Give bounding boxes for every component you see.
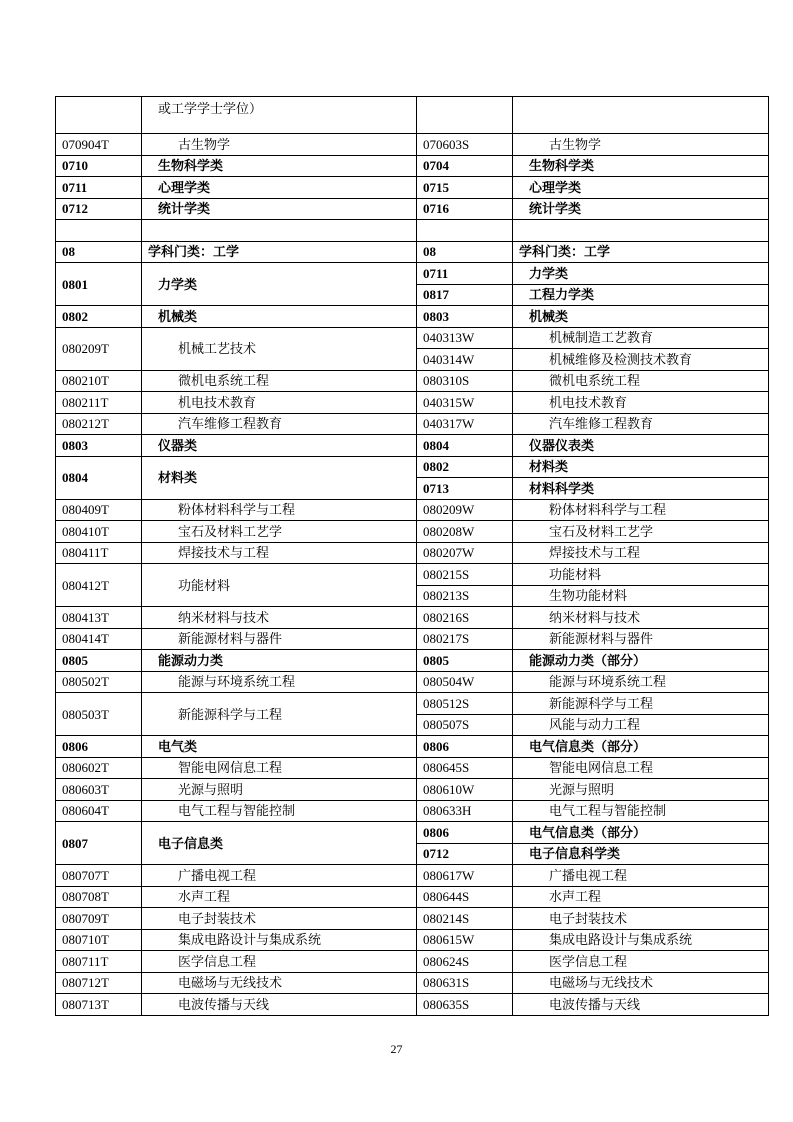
table-cell: 0712 — [417, 843, 513, 865]
table-cell: 080610W — [417, 779, 513, 801]
table-cell: 0715 — [417, 177, 513, 199]
table-row — [56, 370, 769, 392]
table-cell: 工程力学类 — [513, 284, 769, 306]
table-row — [56, 607, 769, 629]
table-cell: 0711 — [56, 177, 142, 199]
table-cell: 汽车维修工程教育 — [142, 413, 417, 435]
table-cell: 080207W — [417, 542, 513, 564]
table-cell: 0804 — [417, 435, 513, 457]
table-row — [56, 521, 769, 543]
table-cell: 集成电路设计与集成系统 — [142, 929, 417, 951]
table-cell: 机电技术教育 — [142, 392, 417, 414]
table-cell: 080212T — [56, 413, 142, 435]
table-cell: 080413T — [56, 607, 142, 629]
table-cell: 仪器类 — [142, 435, 417, 457]
table-cell — [513, 97, 769, 134]
table-cell: 力学类 — [142, 263, 417, 306]
table-cell: 080644S — [417, 886, 513, 908]
table-cell: 0712 — [56, 198, 142, 220]
table-cell: 080604T — [56, 800, 142, 822]
table-cell: 焊接技术与工程 — [513, 542, 769, 564]
table-cell: 080602T — [56, 757, 142, 779]
table-cell: 机械工艺技术 — [142, 327, 417, 370]
table-cell: 0807 — [56, 822, 142, 865]
table-cell: 080645S — [417, 757, 513, 779]
table-cell: 广播电视工程 — [142, 865, 417, 887]
table-cell: 070904T — [56, 134, 142, 156]
table-cell: 能源与环境系统工程 — [513, 671, 769, 693]
table-cell: 080712T — [56, 972, 142, 994]
table-row — [56, 198, 769, 220]
table-cell: 能源与环境系统工程 — [142, 671, 417, 693]
table-cell: 080409T — [56, 499, 142, 521]
table-row — [56, 886, 769, 908]
table-cell: 或工学学士学位） — [142, 97, 417, 134]
table-cell: 0801 — [56, 263, 142, 306]
table-cell: 0711 — [417, 263, 513, 285]
table-row — [56, 929, 769, 951]
table-row — [56, 564, 769, 586]
table-cell: 古生物学 — [513, 134, 769, 156]
table-cell — [417, 97, 513, 134]
table-row — [56, 177, 769, 199]
table-cell: 0804 — [56, 456, 142, 499]
table-cell: 电气工程与智能控制 — [513, 800, 769, 822]
table-cell: 080635S — [417, 994, 513, 1016]
table-cell: 080209T — [56, 327, 142, 370]
table-cell: 080713T — [56, 994, 142, 1016]
table-row — [56, 327, 769, 349]
table-cell: 080633H — [417, 800, 513, 822]
table-row — [56, 97, 769, 134]
table-cell: 力学类 — [513, 263, 769, 285]
table-cell: 能源动力类 — [142, 650, 417, 672]
table-cell: 水声工程 — [513, 886, 769, 908]
table-cell: 080217S — [417, 628, 513, 650]
table-cell: 080214S — [417, 908, 513, 930]
table-row — [56, 650, 769, 672]
table-cell: 080709T — [56, 908, 142, 930]
table-cell: 0713 — [417, 478, 513, 500]
table-cell: 电磁场与无线技术 — [513, 972, 769, 994]
table-cell: 080414T — [56, 628, 142, 650]
table-cell: 材料类 — [142, 456, 417, 499]
table-cell: 0716 — [417, 198, 513, 220]
table-row — [56, 392, 769, 414]
table-cell: 080512S — [417, 693, 513, 715]
table-cell: 0710 — [56, 155, 142, 177]
table-cell: 电磁场与无线技术 — [142, 972, 417, 994]
table-cell: 粉体材料科学与工程 — [142, 499, 417, 521]
table-cell: 集成电路设计与集成系统 — [513, 929, 769, 951]
table-cell: 生物功能材料 — [513, 585, 769, 607]
table-cell: 08 — [417, 241, 513, 263]
table-cell: 电波传播与天线 — [142, 994, 417, 1016]
table-cell: 材料科学类 — [513, 478, 769, 500]
table-cell: 080410T — [56, 521, 142, 543]
table-cell: 0806 — [417, 822, 513, 844]
table-cell: 080708T — [56, 886, 142, 908]
table-cell: 电气信息类（部分） — [513, 822, 769, 844]
table-cell: 0803 — [417, 306, 513, 328]
table-cell: 080507S — [417, 714, 513, 736]
table-cell: 电气信息类（部分） — [513, 736, 769, 758]
table-cell: 08 — [56, 241, 142, 263]
table-row — [56, 220, 769, 242]
table-cell: 电波传播与天线 — [513, 994, 769, 1016]
table-cell: 汽车维修工程教育 — [513, 413, 769, 435]
table-cell: 纳米材料与技术 — [513, 607, 769, 629]
table-cell: 统计学类 — [513, 198, 769, 220]
table-cell: 机械制造工艺教育 — [513, 327, 769, 349]
table-row — [56, 542, 769, 564]
table-cell: 微机电系统工程 — [513, 370, 769, 392]
table-cell: 040313W — [417, 327, 513, 349]
table-row — [56, 241, 769, 263]
table-cell: 机电技术教育 — [513, 392, 769, 414]
table-cell: 040314W — [417, 349, 513, 371]
table-row — [56, 263, 769, 285]
table-cell: 0806 — [56, 736, 142, 758]
table-cell: 生物科学类 — [513, 155, 769, 177]
table-cell: 080711T — [56, 951, 142, 973]
table-cell: 0802 — [56, 306, 142, 328]
table-cell: 心理学类 — [513, 177, 769, 199]
table-row — [56, 671, 769, 693]
table-cell: 0803 — [56, 435, 142, 457]
table-cell: 电子信息类 — [142, 822, 417, 865]
table-cell: 080503T — [56, 693, 142, 736]
table-cell: 040317W — [417, 413, 513, 435]
table-cell: 040315W — [417, 392, 513, 414]
table-cell — [513, 220, 769, 242]
table-cell: 水声工程 — [142, 886, 417, 908]
table-cell: 电子信息科学类 — [513, 843, 769, 865]
table-row — [56, 951, 769, 973]
table-row — [56, 499, 769, 521]
table-cell: 080617W — [417, 865, 513, 887]
table-cell: 080411T — [56, 542, 142, 564]
table-cell: 统计学类 — [142, 198, 417, 220]
table-cell: 080710T — [56, 929, 142, 951]
table-row — [56, 800, 769, 822]
table-cell: 新能源科学与工程 — [513, 693, 769, 715]
page-number: 27 — [390, 1042, 403, 1056]
table-cell: 080624S — [417, 951, 513, 973]
table-cell: 焊接技术与工程 — [142, 542, 417, 564]
table-cell: 电气工程与智能控制 — [142, 800, 417, 822]
table-cell: 医学信息工程 — [142, 951, 417, 973]
table-row — [56, 435, 769, 457]
table-row — [56, 736, 769, 758]
table-cell: 功能材料 — [513, 564, 769, 586]
table-row — [56, 306, 769, 328]
table-cell: 080211T — [56, 392, 142, 414]
table-row — [56, 456, 769, 478]
table-cell: 电子封装技术 — [513, 908, 769, 930]
table-cell: 080210T — [56, 370, 142, 392]
table-cell: 080209W — [417, 499, 513, 521]
table-cell — [417, 220, 513, 242]
table-cell: 电子封装技术 — [142, 908, 417, 930]
table-cell: 心理学类 — [142, 177, 417, 199]
table-row — [56, 822, 769, 844]
table-cell: 宝石及材料工艺学 — [142, 521, 417, 543]
table-cell: 080707T — [56, 865, 142, 887]
table-cell: 材料类 — [513, 456, 769, 478]
major-comparison-table — [55, 96, 769, 1016]
table-cell: 光源与照明 — [513, 779, 769, 801]
table-cell: 宝石及材料工艺学 — [513, 521, 769, 543]
table-row — [56, 413, 769, 435]
table-cell: 智能电网信息工程 — [142, 757, 417, 779]
table-cell — [142, 220, 417, 242]
table-cell: 新能源材料与器件 — [142, 628, 417, 650]
table-cell: 080502T — [56, 671, 142, 693]
table-cell: 080208W — [417, 521, 513, 543]
table-cell: 机械类 — [513, 306, 769, 328]
table-cell — [56, 220, 142, 242]
table-cell: 粉体材料科学与工程 — [513, 499, 769, 521]
table-cell: 学科门类：工学 — [142, 241, 417, 263]
table-cell: 电气类 — [142, 736, 417, 758]
table-cell: 080216S — [417, 607, 513, 629]
table-cell: 080631S — [417, 972, 513, 994]
table-row — [56, 628, 769, 650]
table-cell: 0806 — [417, 736, 513, 758]
table-cell: 080603T — [56, 779, 142, 801]
table-cell: 功能材料 — [142, 564, 417, 607]
table-cell: 能源动力类（部分） — [513, 650, 769, 672]
table-row — [56, 972, 769, 994]
table-cell: 0802 — [417, 456, 513, 478]
table-cell: 微机电系统工程 — [142, 370, 417, 392]
table-cell: 080412T — [56, 564, 142, 607]
table-cell: 智能电网信息工程 — [513, 757, 769, 779]
table-cell: 光源与照明 — [142, 779, 417, 801]
table-cell: 新能源材料与器件 — [513, 628, 769, 650]
table-cell: 070603S — [417, 134, 513, 156]
table-cell: 学科门类：工学 — [513, 241, 769, 263]
table-cell: 纳米材料与技术 — [142, 607, 417, 629]
table-row — [56, 757, 769, 779]
table-cell: 生物科学类 — [142, 155, 417, 177]
table-cell: 080615W — [417, 929, 513, 951]
table-cell: 古生物学 — [142, 134, 417, 156]
table-cell: 0817 — [417, 284, 513, 306]
table-cell: 广播电视工程 — [513, 865, 769, 887]
table-cell: 080213S — [417, 585, 513, 607]
table-cell: 风能与动力工程 — [513, 714, 769, 736]
table-cell: 仪器仪表类 — [513, 435, 769, 457]
table-row — [56, 908, 769, 930]
table-cell: 机械维修及检测技术教育 — [513, 349, 769, 371]
table-cell: 0805 — [417, 650, 513, 672]
table-cell: 0704 — [417, 155, 513, 177]
table-row — [56, 994, 769, 1016]
table-row — [56, 693, 769, 715]
table-cell: 新能源科学与工程 — [142, 693, 417, 736]
table-cell: 080215S — [417, 564, 513, 586]
table-row — [56, 155, 769, 177]
table-cell: 0805 — [56, 650, 142, 672]
table-cell: 医学信息工程 — [513, 951, 769, 973]
table-cell: 机械类 — [142, 306, 417, 328]
table-cell — [56, 97, 142, 134]
table-row — [56, 134, 769, 156]
table-cell: 080310S — [417, 370, 513, 392]
table-row — [56, 779, 769, 801]
table-cell: 080504W — [417, 671, 513, 693]
table-row — [56, 865, 769, 887]
